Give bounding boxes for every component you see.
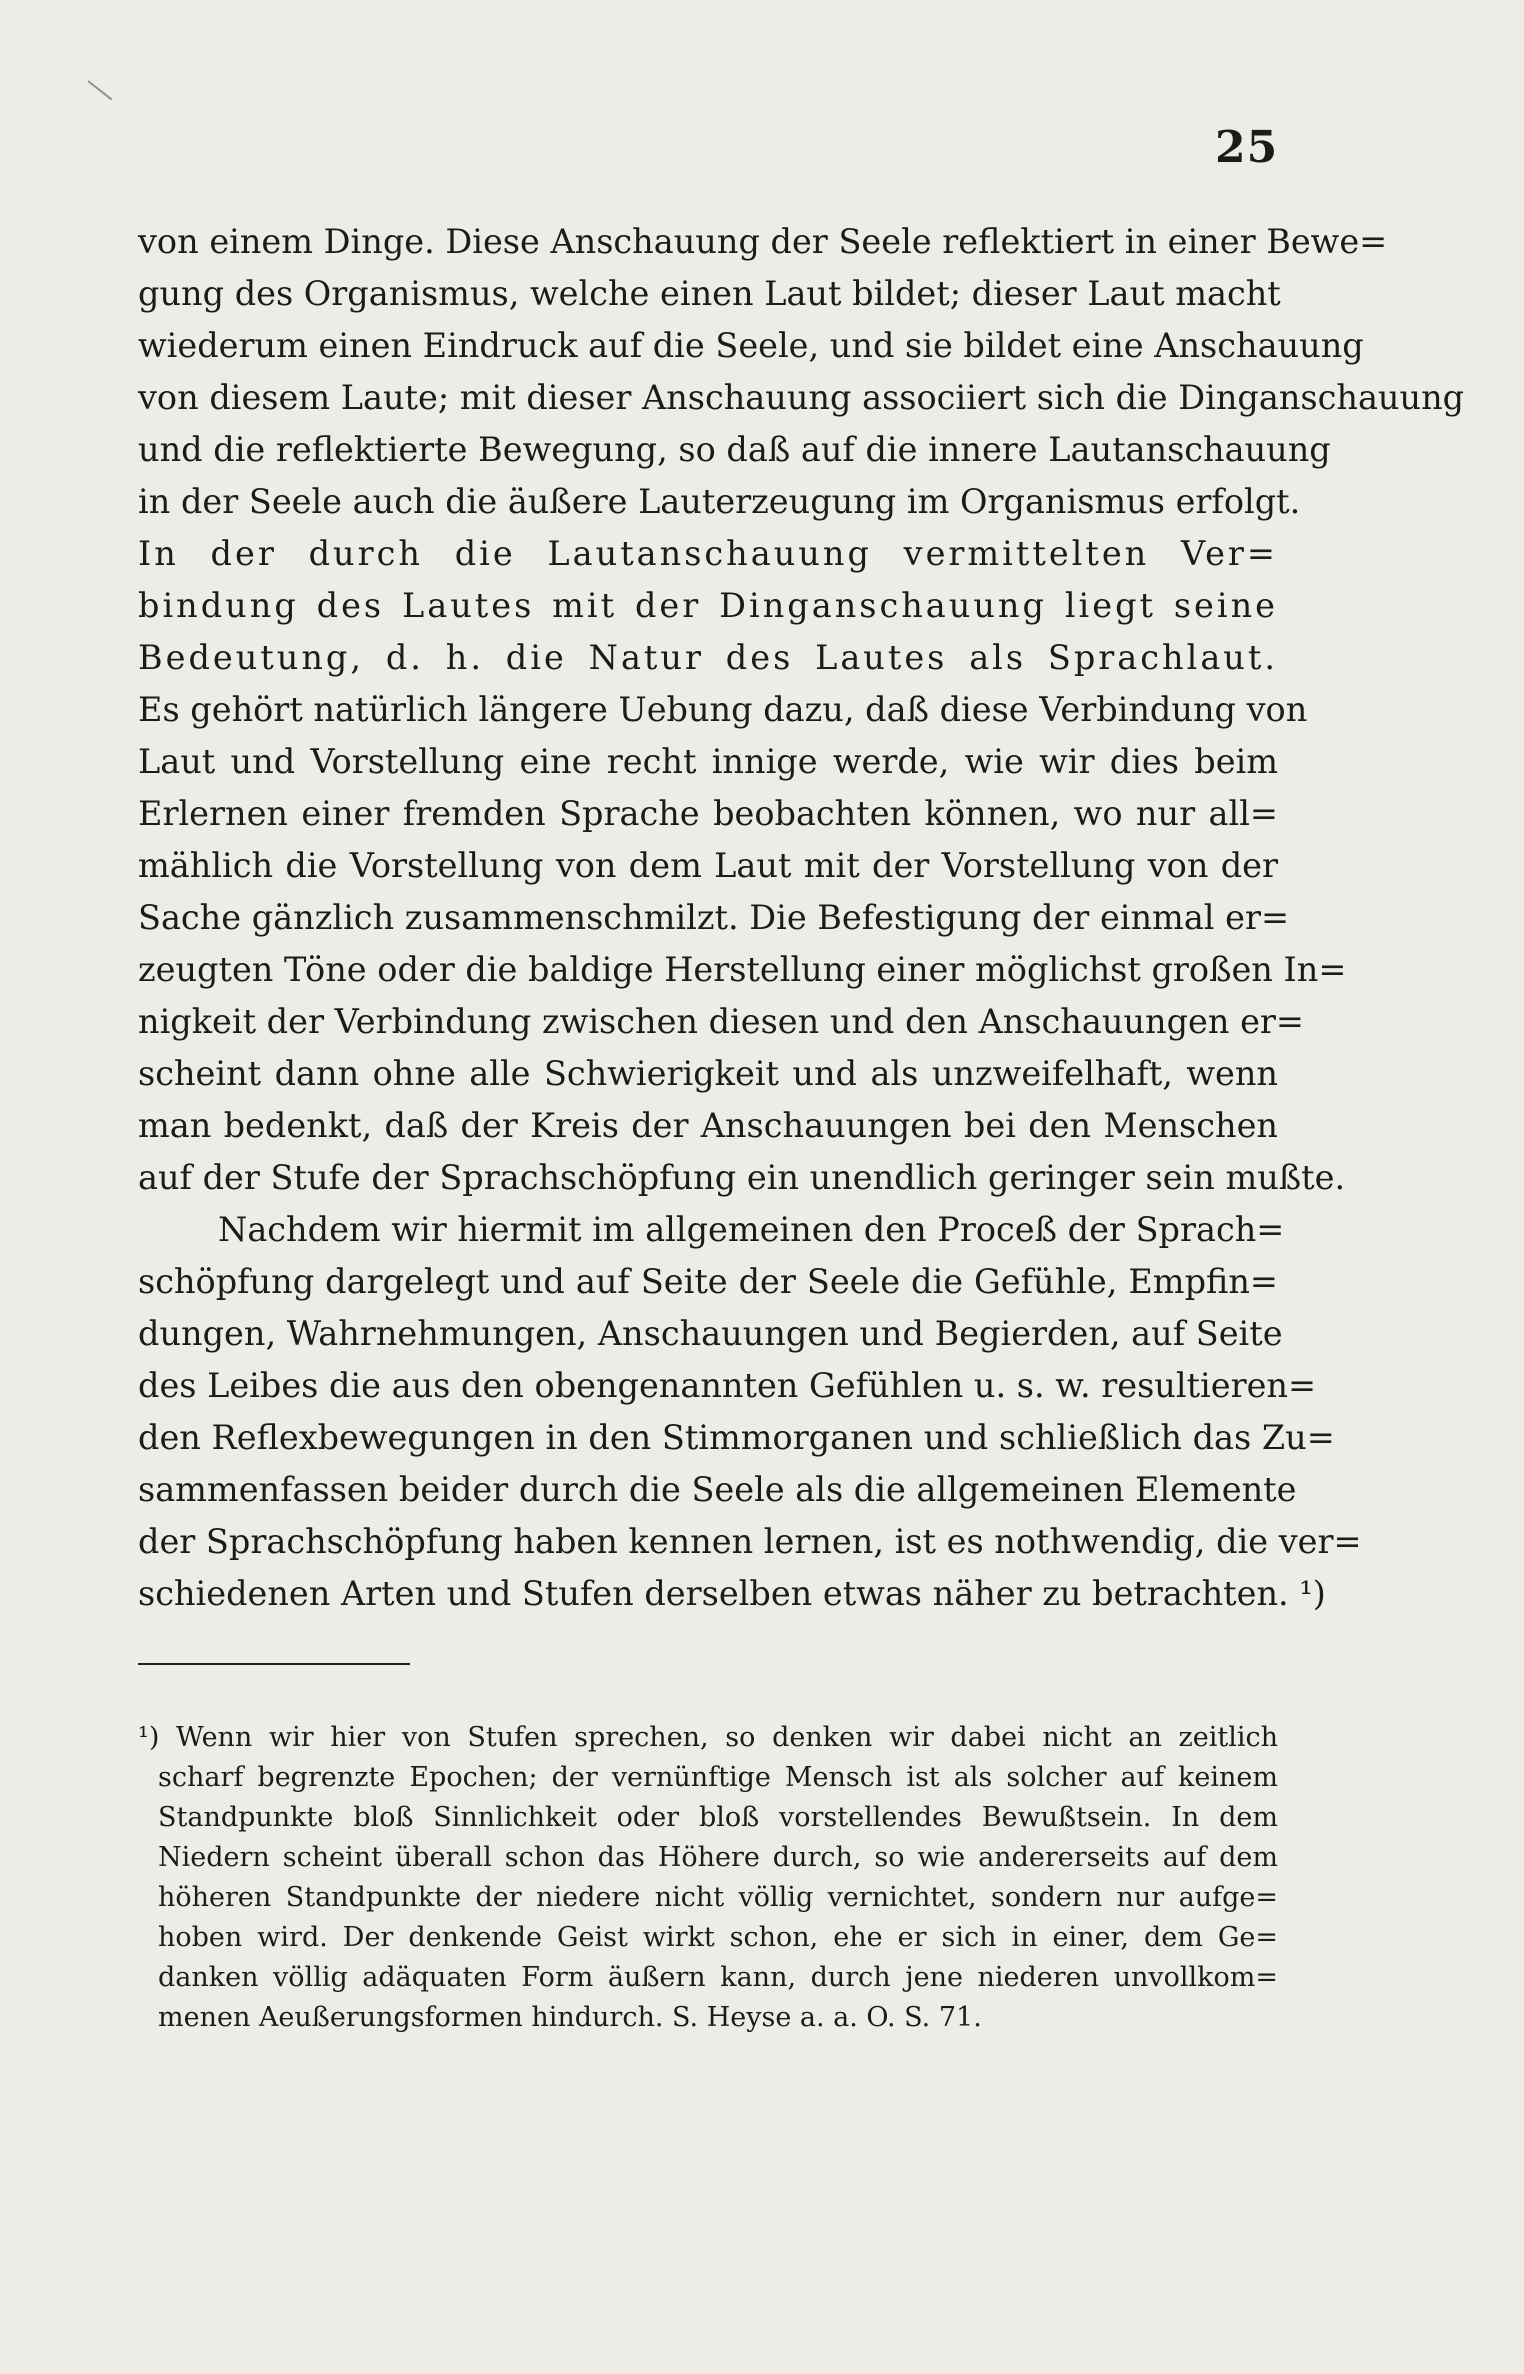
text-line: scheint dann ohne alle Schwierigkeit und als unzweifelhaft, wenn	[138, 1054, 1278, 1093]
text-line: wiederum einen Eindruck auf die Seele, und sie bildet eine Anschauung	[138, 326, 1364, 365]
page-number: 25	[1215, 122, 1279, 173]
text-line: Nachdem wir hiermit im allgemeinen den Proceß der Sprach=	[218, 1210, 1285, 1249]
footnote	[138, 1718, 1278, 2038]
text-line: von diesem Laute; mit dieser Anschauung associiert sich die Dinganschauung	[138, 378, 1465, 417]
footnote-line: menen Aeußerungsformen hindurch. S. Heyse a. a. O. S. 71.	[158, 2002, 982, 2033]
text-line: Erlernen einer fremden Sprache beobachten können, wo nur all=	[138, 794, 1278, 833]
text-line: von einem Dinge. Diese Anschauung der Seele reflektiert in einer Bewe=	[138, 222, 1388, 261]
footnote-line: danken völlig adäquaten Form äußern kann, durch jene niederen unvollkom=	[158, 1962, 1278, 1993]
text-line: Laut und Vorstellung eine recht innige werde, wie wir dies beim	[138, 742, 1278, 781]
scan-mark	[87, 80, 112, 100]
footnote-line: höheren Standpunkte der niedere nicht völlig vernichtet, sondern nur aufge=	[158, 1882, 1278, 1913]
footnote-line: Niedern scheint überall schon das Höhere durch, so wie andererseits auf dem	[158, 1842, 1278, 1873]
text-line: zeugten Töne oder die baldige Herstellung einer möglichst großen In=	[138, 950, 1347, 989]
text-line: den Reflexbewegungen in den Stimmorganen und schließlich das Zu=	[138, 1418, 1335, 1457]
text-line: schöpfung dargelegt und auf Seite der Seele die Gefühle, Empfin=	[138, 1262, 1278, 1301]
footnote-line: hoben wird. Der denkende Geist wirkt schon, ehe er sich in einer, dem Ge=	[158, 1922, 1278, 1953]
text-line: Sache gänzlich zusammenschmilzt. Die Befestigung der einmal er=	[138, 898, 1290, 937]
text-line: sammenfassen beider durch die Seele als die allgemeinen Elemente	[138, 1470, 1297, 1509]
text-line: Es gehört natürlich längere Uebung dazu, daß diese Verbindung von	[138, 690, 1308, 729]
text-line: nigkeit der Verbindung zwischen diesen und den Anschauungen er=	[138, 1002, 1304, 1041]
footnote-line: ¹) Wenn wir hier von Stufen sprechen, so denken wir dabei nicht an zeitlich	[138, 1722, 1278, 1753]
text-line: bindung des Lautes mit der Dinganschauung liegt seine	[138, 586, 1278, 625]
text-line: mählich die Vorstellung von dem Laut mit der Vorstellung von der	[138, 846, 1278, 885]
text-line: der Sprachschöpfung haben kennen lernen, ist es nothwendig, die ver=	[138, 1522, 1362, 1561]
text-line: in der Seele auch die äußere Lauterzeugung im Organismus erfolgt.	[138, 482, 1301, 521]
footnote-line: scharf begrenzte Epochen; der vernünftige Mensch ist als solcher auf keinem	[158, 1762, 1278, 1793]
footnote-divider	[138, 1663, 410, 1665]
text-line: Bedeutung, d. h. die Natur des Lautes als Sprachlaut.	[138, 638, 1278, 677]
text-line: und die reflektierte Bewegung, so daß auf die innere Lautanschauung	[138, 430, 1331, 469]
text-line: des Leibes die aus den obengenannten Gefühlen u. s. w. resultieren=	[138, 1366, 1317, 1405]
footnote-line: Standpunkte bloß Sinnlichkeit oder bloß vorstellendes Bewußtsein. In dem	[158, 1802, 1278, 1833]
text-line: auf der Stufe der Sprachschöpfung ein unendlich geringer sein mußte.	[138, 1158, 1346, 1197]
text-line: schiedenen Arten und Stufen derselben etwas näher zu betrachten. ¹)	[138, 1574, 1326, 1613]
text-line: In der durch die Lautanschauung vermittelten Ver=	[138, 534, 1278, 573]
text-line: dungen, Wahrnehmungen, Anschauungen und Begierden, auf Seite	[138, 1314, 1283, 1353]
text-line: man bedenkt, daß der Kreis der Anschauungen bei den Menschen	[138, 1106, 1278, 1145]
text-line: gung des Organismus, welche einen Laut bildet; dieser Laut macht	[138, 274, 1281, 313]
main-text	[138, 216, 1465, 1620]
